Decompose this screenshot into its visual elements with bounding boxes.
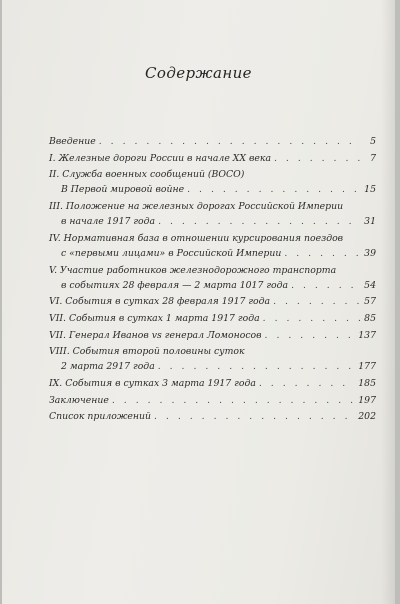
page-title: Содержание xyxy=(145,64,252,82)
toc-entry-title: IV. Нормативная база в отношении курсирования поездов xyxy=(49,232,344,244)
toc-entry-title: IX. События в сутках 3 марта 1917 года xyxy=(49,377,256,389)
toc-entry-line xyxy=(49,328,376,343)
dot-leader xyxy=(265,328,356,343)
toc-entry xyxy=(49,134,376,149)
toc-entry-line xyxy=(49,376,376,391)
dot-leader xyxy=(158,359,356,374)
toc-entry-title: VI. События в сутках 28 февраля 1917 года xyxy=(49,296,271,308)
toc-entry-line xyxy=(49,294,376,309)
dot-leader xyxy=(273,294,361,309)
toc-entry-title: Введение xyxy=(49,136,96,147)
toc-entry xyxy=(49,263,376,293)
toc-entry xyxy=(49,311,376,326)
toc-page-number: 197 xyxy=(358,394,376,406)
toc-entry xyxy=(49,199,376,229)
toc-entry-title: II. Служба военных сообщений (ВОСО) xyxy=(49,169,245,181)
toc-entry-line xyxy=(49,393,376,408)
toc-entry-line xyxy=(49,151,376,166)
toc-page-number: 15 xyxy=(364,184,376,196)
toc-page-number: 31 xyxy=(364,216,376,228)
dot-leader xyxy=(154,409,355,424)
toc-page-number: 185 xyxy=(358,377,376,389)
toc-entry-line xyxy=(49,263,376,278)
toc-page-number: 57 xyxy=(364,296,376,308)
toc-entry-line xyxy=(49,311,376,326)
toc-entry xyxy=(49,376,376,391)
toc-entry-title: в событиях 28 февраля — 2 марта 1017 года xyxy=(61,279,289,291)
toc-entry xyxy=(49,409,376,424)
dot-leader xyxy=(263,311,361,326)
toc-page-number: 7 xyxy=(370,152,376,164)
dot-leader xyxy=(274,151,361,166)
dot-leader xyxy=(99,134,361,149)
toc-page-number: 137 xyxy=(358,329,376,341)
toc-entry-continuation xyxy=(49,278,376,293)
dot-leader xyxy=(158,214,361,229)
toc-entry-title: V. Участие работников железнодорожного транспорта xyxy=(49,264,337,276)
toc-entry-continuation xyxy=(49,359,376,374)
toc-page-number: 202 xyxy=(358,411,376,423)
toc-entry xyxy=(49,393,376,408)
toc-entry-continuation xyxy=(49,246,376,261)
toc-entry-title: с «первыми лицами» в Российской Империи xyxy=(61,247,282,259)
toc-entry xyxy=(49,231,376,261)
dot-leader xyxy=(259,376,355,391)
toc-page-number: 177 xyxy=(358,361,376,373)
toc-entry-line xyxy=(49,409,376,424)
toc-page-number: 54 xyxy=(364,279,376,291)
toc-entry xyxy=(49,328,376,343)
table-of-contents xyxy=(49,134,376,424)
toc-entry-title: VII. События в сутках 1 марта 1917 года xyxy=(49,312,260,324)
toc-entry-line xyxy=(49,231,376,246)
toc-page-number: 5 xyxy=(370,136,376,147)
toc-entry xyxy=(49,151,376,166)
book-page xyxy=(2,0,395,604)
dot-leader xyxy=(187,182,361,197)
toc-entry xyxy=(49,167,376,197)
toc-entry-line xyxy=(49,134,376,149)
toc-entry-title: 2 марта 2917 года xyxy=(61,361,155,373)
toc-entry-title: VII. Генерал Иванов vs генерал Ломоносов xyxy=(49,329,262,341)
dot-leader xyxy=(291,278,361,293)
dot-leader xyxy=(112,393,355,408)
toc-entry-title: Список приложений xyxy=(49,411,152,423)
toc-entry-title: I. Железные дороги России в начале XX века xyxy=(49,152,271,164)
toc-entry-line xyxy=(49,167,376,182)
toc-entry-title: В Первой мировой войне xyxy=(61,184,185,196)
toc-entry-title: VIII. События второй половины суток xyxy=(49,346,245,358)
toc-entry-title: III. Положение на железных дорогах Российской Империи xyxy=(49,200,344,212)
toc-entry-title: в начале 1917 года xyxy=(61,216,156,228)
toc-entry-title: Заключение xyxy=(49,394,109,406)
toc-entry-line xyxy=(49,199,376,214)
toc-entry-continuation xyxy=(49,182,376,197)
toc-entry-line xyxy=(49,344,376,359)
toc-page-number: 39 xyxy=(364,247,376,259)
toc-page-number: 85 xyxy=(364,312,376,324)
toc-entry xyxy=(49,344,376,374)
dot-leader xyxy=(284,246,361,261)
toc-entry xyxy=(49,294,376,309)
toc-entry-continuation xyxy=(49,214,376,229)
